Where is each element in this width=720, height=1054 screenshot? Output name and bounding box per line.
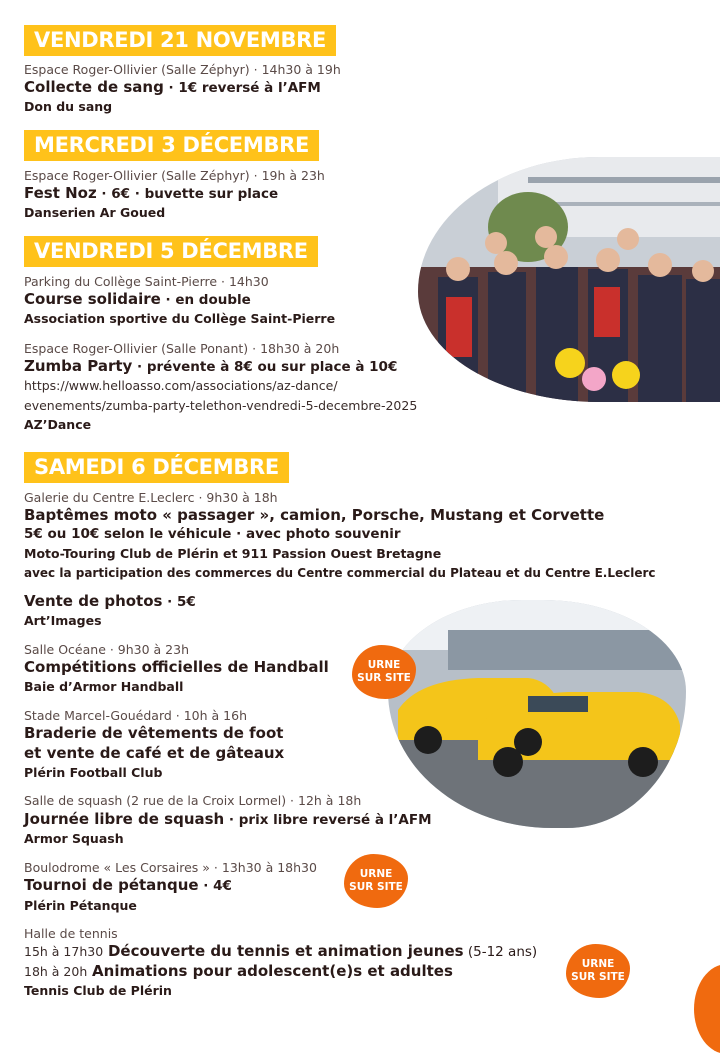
day-banner: MERCREDI 3 DÉCEMBRE (24, 130, 319, 161)
event-title: Braderie de vêtements de foot (24, 724, 284, 742)
event-meta: Galerie du Centre E.Leclerc · 9h30 à 18h (24, 490, 278, 505)
event-title-line2: 5€ ou 10€ selon le véhicule · avec photo souvenir (24, 526, 401, 542)
event-title-extra: · 5€ (162, 594, 196, 610)
event-organizer-line2: avec la participation des commerces du Centre commercial du Plateau et du Centre E.Leclerc (24, 566, 656, 580)
cars-photo-illustration (388, 600, 686, 828)
event-title (24, 592, 196, 610)
event-meta: Espace Roger-Ollivier (Salle Zéphyr) · 19h à 23h (24, 168, 325, 183)
event-title-line2: et vente de café et de gâteaux (24, 744, 285, 762)
event-title-main: Journée libre de squash (24, 810, 225, 828)
event-title-main: Course solidaire (24, 290, 161, 308)
event-meta: Boulodrome « Les Corsaires » · 13h30 à 18h30 (24, 860, 317, 875)
event-age-range: (5-12 ans) (463, 944, 538, 960)
day-banner: SAMEDI 6 DÉCEMBRE (24, 452, 289, 483)
event-title (24, 184, 278, 202)
event-organizer: Baie d’Armor Handball (24, 679, 184, 694)
event-organizer: Plérin Pétanque (24, 898, 137, 913)
event-meta: Stade Marcel-Gouédard · 10h à 16h (24, 708, 247, 723)
event-organizer: Art’Images (24, 613, 102, 628)
badge-line1: URNE (581, 958, 615, 970)
urne-sur-site-badge (566, 944, 630, 998)
event-meta: Parking du Collège Saint-Pierre · 14h30 (24, 274, 269, 289)
event-title-extra: · prix libre reversé à l’AFM (224, 812, 432, 828)
day-banner: VENDREDI 5 DÉCEMBRE (24, 236, 318, 267)
event-meta: Espace Roger-Ollivier (Salle Zéphyr) · 14h30 à 19h (24, 62, 341, 77)
event-organizer: Don du sang (24, 99, 113, 114)
event-link[interactable]: https://www.helloasso.com/associations/az-dance/ (24, 378, 338, 393)
event-organizer: Plérin Football Club (24, 765, 163, 780)
event-time: 18h à 20h (24, 964, 88, 979)
event-title: Baptêmes moto « passager », camion, Porsche, Mustang et Corvette (24, 506, 605, 524)
badge-line2: SUR SITE (357, 672, 411, 684)
event-title-main: Fest Noz (24, 184, 97, 202)
event-meta: Espace Roger-Ollivier (Salle Ponant) · 18h30 à 20h (24, 341, 340, 356)
yellow-sports-cars-photo (388, 600, 686, 828)
event-organizer: Tennis Club de Plérin (24, 983, 172, 998)
urne-sur-site-badge (344, 854, 408, 908)
orange-corner-shape (694, 964, 720, 1054)
event-meta: Salle Océane · 9h30 à 23h (24, 642, 190, 657)
event-title-main: Collecte de sang (24, 78, 164, 96)
event-organizer: Moto-Touring Club de Plérin et 911 Passion Ouest Bretagne (24, 546, 442, 561)
event-title: Compétitions officielles de Handball (24, 658, 329, 676)
event-title (24, 876, 232, 894)
event-title (24, 78, 321, 96)
badge-line2: SUR SITE (349, 881, 403, 893)
group-photo-illustration (418, 157, 720, 402)
event-title-main: Zumba Party (24, 357, 133, 375)
event-time: 15h à 17h30 (24, 944, 104, 959)
group-of-young-people-celebrating-photo (418, 157, 720, 402)
event-meta: Halle de tennis (24, 926, 118, 941)
event-title (24, 290, 251, 308)
event-schedule-line2 (24, 962, 453, 980)
event-title-main: Tournoi de pétanque (24, 876, 199, 894)
event-link-continued[interactable]: evenements/zumba-party-telethon-vendredi-5-decembre-2025 (24, 398, 418, 413)
badge-line2: SUR SITE (571, 971, 625, 983)
event-title (24, 810, 432, 828)
event-title-main: Vente de photos (24, 592, 163, 610)
event-title-extra: · 6€ · buvette sur place (96, 186, 279, 202)
badge-line1: URNE (359, 868, 393, 880)
event-title-extra: · prévente à 8€ ou sur place à 10€ (132, 359, 398, 375)
event-organizer: Association sportive du Collège Saint-Pierre (24, 311, 336, 326)
event-title-extra: · 1€ reversé à l’AFM (163, 80, 321, 96)
event-title-main: Animations pour adolescent(e)s et adultes (92, 962, 453, 980)
event-organizer: Danserien Ar Goued (24, 205, 166, 220)
badge-line1: URNE (367, 659, 401, 671)
event-title-extra: · 4€ (198, 878, 232, 894)
event-title-extra: · en double (160, 292, 251, 308)
event-organizer: AZ’Dance (24, 417, 92, 432)
event-schedule-line1 (24, 942, 537, 960)
event-title-main: Découverte du tennis et animation jeunes (107, 942, 464, 960)
event-organizer: Armor Squash (24, 831, 124, 846)
event-meta: Salle de squash (2 rue de la Croix Lormel) · 12h à 18h (24, 793, 362, 808)
day-banner: VENDREDI 21 NOVEMBRE (24, 25, 336, 56)
event-title (24, 357, 397, 375)
